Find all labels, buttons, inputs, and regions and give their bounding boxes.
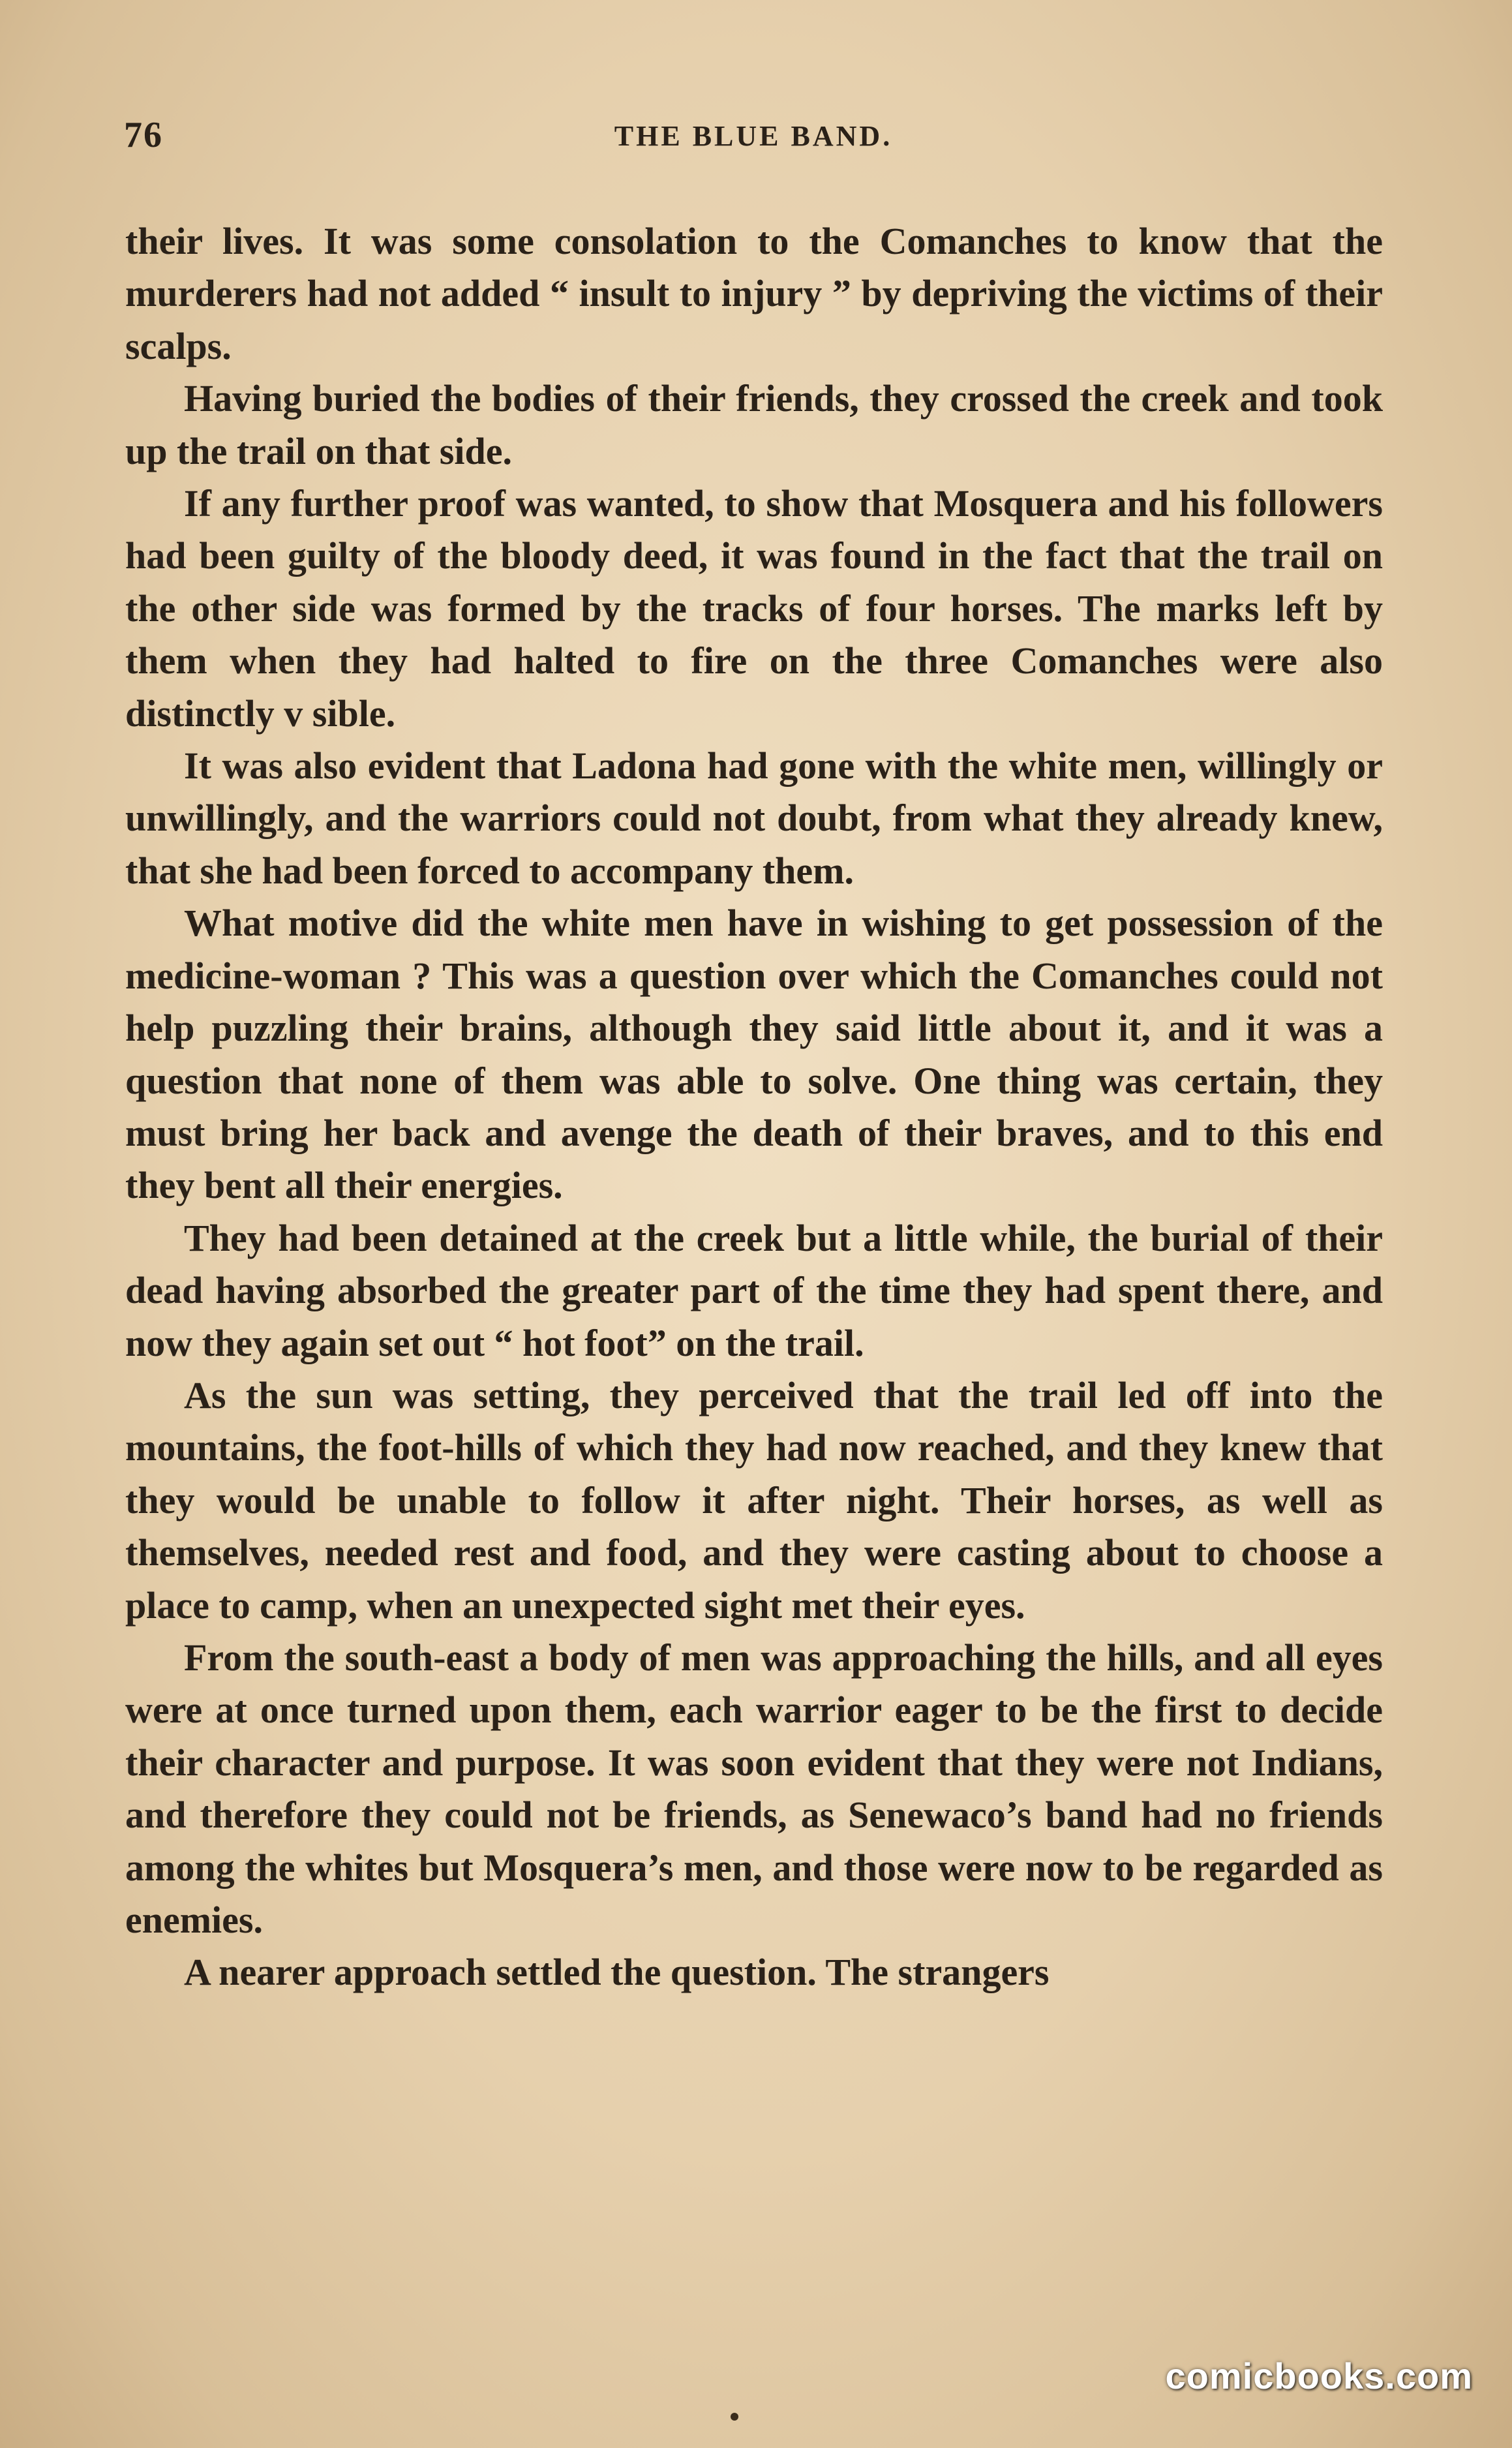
- paragraph: A nearer approach settled the question. The strangers: [184, 1951, 1050, 1994]
- watermark: comicbooks.com: [1165, 2355, 1473, 2396]
- body-text: [125, 215, 1383, 1999]
- paragraph: It was also evident that Ladona had gone with the white men, willingly or unwillingly, and the warriors could not doubt, from what they already knew, that she had been forced to accompany them.: [125, 744, 1383, 892]
- running-title: THE BLUE BAND.: [614, 120, 893, 152]
- paragraph: What motive did the white men have in wishing to get possession of the medicine-woman ? This was a question over which the Comanches could not help puzzling their brains, although they said little about it, and it was a question that none of them was able to solve. One thing was certain, they must bring her back and avenge the death of their braves, and to this end they bent all their energies.: [125, 902, 1383, 1207]
- paragraph: From the south-east a body of men was approaching the hills, and all eyes were at once turned upon them, each warrior eager to be the first to decide their character and purpose. It was soon evident that they were not Indians, and therefore they could not be friends, as Senewaco’s band had no friends among the whites but Mosquera’s men, and those were now to be regarded as enemies.: [125, 1636, 1383, 1941]
- paragraph: their lives. It was some consolation to the Comanches to know that the murderers had not added “ insult to injury ” by depriving the victims of their scalps.: [125, 220, 1383, 367]
- page-header: [124, 114, 1383, 166]
- paragraph: As the sun was setting, they perceived that the trail led off into the mountains, the foot-hills of which they had now reached, and they knew that they would be unable to follow it after night. Their horses, as well as themselves, needed rest and food, and they were casting about to choose a place to camp, when an unexpected sight met their eyes.: [125, 1373, 1383, 1627]
- paragraph: Having buried the bodies of their friends, they crossed the creek and took up the trail on that side.: [125, 377, 1383, 472]
- ink-dot: [731, 2413, 738, 2421]
- paragraph: They had been detained at the creek but a little while, the burial of their dead having absorbed the greater part of the time they had spent there, and now they again set out “ hot foot” on the trail.: [125, 1216, 1383, 1364]
- page-number: 76: [124, 115, 163, 155]
- paragraph: If any further proof was wanted, to show that Mosquera and his followers had been guilty of the bloody deed, it was found in the fact that the trail on the other side was formed by the tracks of four horses. The marks left by them when they had halted to fire on the three Comanches were also distinctly v sible.: [125, 482, 1383, 735]
